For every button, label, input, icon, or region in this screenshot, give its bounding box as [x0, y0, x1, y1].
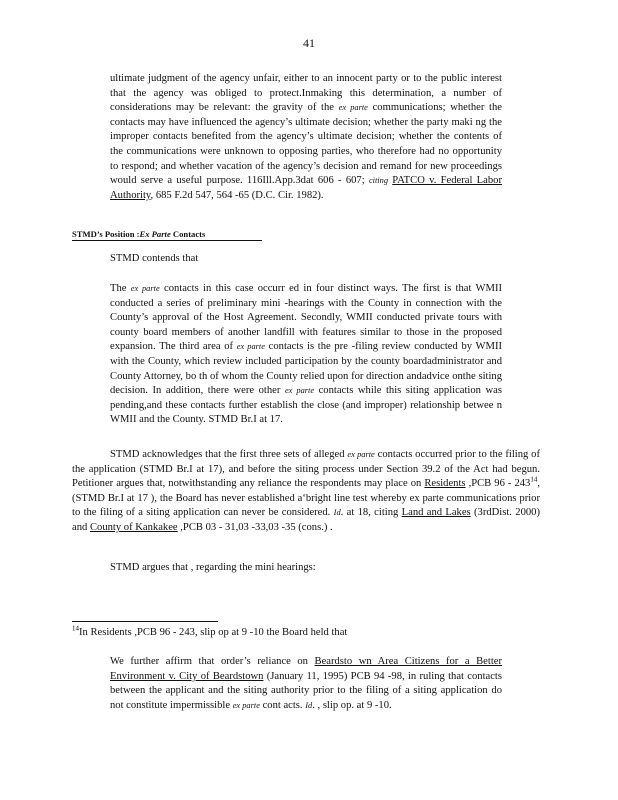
- footnote-ref: 14: [530, 475, 538, 484]
- footnote: $^{14}$In Residents ,PCB 96 - 243, slip op at 9 -10 the Board held that: [72, 624, 348, 638]
- footnote-divider: [72, 621, 218, 622]
- block-quote-patco: ultimate judgment of the agency unfair, either to an innocent party or to the public interest that the agency was obliged to protect.Inmaking this determination, a number of considerations may be relevant: the gravity of the ex parte communications; whether the contacts may have influenced the agency’s ultimate decision; whether the party maki ng the improper contacts benefited from the agency’s ultimate decision; whether the contents of the communications were unknown to opposing parties, who therefore had no opportunity to respond; and whether vacation of the agency’s decision and remand for new proceedings would serve a useful purpose. 116Ill.App.3dat 606 - 607; citing PATCO v. Federal Labor Authority, 685 F.2d 547, 564 -65 (D.C. Cir. 1982).: [110, 73, 502, 201]
- case-citation: County of Kankakee: [89, 521, 178, 533]
- body-paragraph: STMD acknowledges that the first three sets of alleged ex parte contacts occurred prior to the filing of the application (STMD Br.I at 17), and before the siting process under Section 39.2 of the Act had begun. Petitioner argues that, notwithstanding any reliance the respondents may place on Residents ,PCB $96 - 243^{14},(STMD$ Br.I at 17 ), the Board has never established a‘bright line test whereby ex parte communications prior to the filing of a siting application can never be considered. Id. at 18, citing Land and Lakes (3rdDist. 2000) and County of Kankakee ,PCB 03 - 31,03 -33,03 -35 (cons.) .: [72, 449, 541, 533]
- case-citation: Residents: [424, 478, 466, 490]
- block-quote-stmd: The ex parte contacts in this case occurr ed in four distinct ways. The first is that WMII conducted a series of preliminary mini -hearings with the County in connection with the County’s approval of the Host Agreement. Secondly, WMII conducted private tours with county board members of another landfill with features similar to those in the proposed expansion. The third area of ex parte contacts is the pre -filing review conducted by WMII with the County, which review included participation by the county boardadministrator and County Attorney, bo th of whom the County relied upon for direction andadvice onthe siting decision. In addition, there were other ex parte contacts while this siting application was pending,and these contacts further establish the close (and improper) relationship betwee n WMII and the County. STMD Br.I at 17.: [110, 283, 502, 426]
- section-heading: STMD’s Position :Ex Parte Contacts: [72, 229, 262, 241]
- case-citation: Beardsto wn Area Citizens for a Better Environment v. City of Beardstown: [110, 656, 502, 682]
- case-citation: PATCO v. Federal Labor Authority: [110, 175, 502, 201]
- footnote-number: 14: [72, 624, 79, 633]
- page-number: 41: [303, 36, 315, 50]
- lead-in-line: STMD argues that , regarding the mini hearings:: [110, 562, 316, 573]
- intro-line: STMD contends that: [110, 253, 199, 264]
- case-citation: Land and Lakes: [401, 507, 471, 519]
- footnote-quote: We further affirm that order’s reliance on Beardsto wn Area Citizens for a Better Environment v. City of Beardstown (January 11, 1995) PCB 94 -98, in ruling that contacts between the applicant and the siting authority prior to the filing of a siting application do not constitute impermissible ex parte cont acts. Id. , slip op. at 9 -10.: [110, 656, 502, 711]
